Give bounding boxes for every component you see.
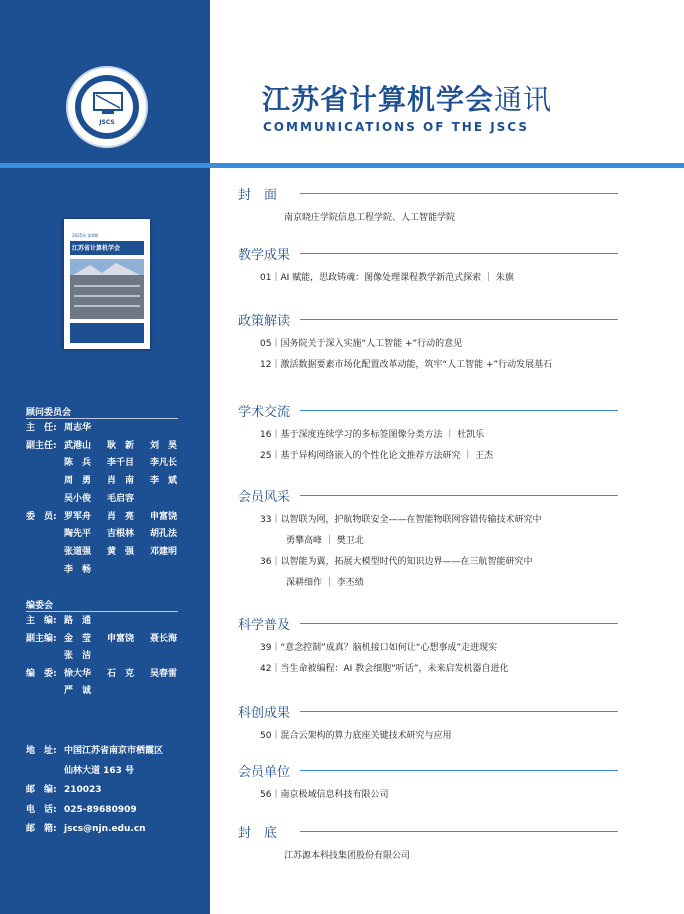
section-title: 封 面 (238, 188, 278, 203)
committee-rule (26, 418, 178, 419)
contact-value: jscs@njn.edu.cn (64, 824, 146, 834)
section-divider (300, 495, 618, 496)
toc-entry: 勇攀高峰 ｜ 樊卫北 (286, 536, 364, 546)
committee-role: 主 编: (26, 616, 57, 626)
toc-entry: 56｜南京极域信息科技有限公司 (260, 790, 389, 800)
toc-entry: 25｜基于异构网络嵌入的个性化论文推荐方法研究 ｜ 王杰 (260, 451, 494, 461)
committee-role: 编 委: (26, 668, 57, 679)
section-divider (300, 623, 618, 624)
committee-member: 申富饶 (107, 633, 135, 644)
cover-caption-bar (70, 323, 144, 343)
section-title: 科学普及 (238, 618, 291, 633)
committee-member: 金 莹 (64, 633, 92, 644)
section-title: 会员风采 (238, 490, 291, 505)
committee-rule (26, 611, 178, 612)
committee-member: 张道强 (64, 546, 92, 557)
committee-member: 吉根林 (107, 529, 135, 540)
section-title: 会员单位 (238, 765, 291, 780)
committee-heading: 顾问委员会 (26, 408, 72, 418)
toc-entry: 深耕细作 ｜ 李丕绩 (286, 578, 364, 588)
contact-label: 地 址: (26, 746, 57, 756)
committee-role: 副主任: (26, 440, 57, 451)
committee-member: 李千目 (107, 458, 135, 469)
committee-member: 耿 新 (107, 440, 135, 451)
committee-member: 刘 昊 (150, 440, 178, 451)
toc-entry: 01｜AI 赋能，思政铸魂：图像处理课程教学新范式探索 ｜ 朱旗 (260, 273, 514, 283)
toc-entry: 42｜当生命被编程：AI 教会细胞“听话”，未来启发机器自进化 (260, 664, 509, 674)
committee-member: 肖 南 (107, 476, 135, 487)
monitor-icon (90, 91, 126, 117)
cover-building-stripe (74, 295, 140, 297)
toc-entry: 12｜激活数据要素市场化配置改革动能，筑牢“人工智能 +”行动发展基石 (260, 360, 553, 370)
cover-building-image (70, 275, 144, 319)
committee-member: 吴小俊 (64, 493, 92, 504)
page-title (262, 78, 552, 118)
committee-member: 李 斌 (150, 476, 178, 487)
section-divider (300, 193, 618, 194)
section-title: 封 底 (238, 826, 278, 841)
committee-member: 毛启容 (107, 493, 135, 504)
toc-entry: 江苏源本科技集团股份有限公司 (284, 851, 411, 861)
cover-building-stripe (74, 305, 140, 307)
committee-member: 邓建明 (150, 546, 178, 557)
toc-entry: 36｜以智能为翼，拓展大模型时代的知识边界——在三航智能研究中 (260, 557, 533, 567)
committee-member: 张 洁 (64, 651, 92, 661)
section-divider (300, 711, 618, 712)
section-divider (300, 319, 618, 320)
header-accent-band (210, 163, 684, 168)
committee-member: 肖 亮 (107, 511, 135, 522)
contact-value: 210023 (64, 785, 102, 795)
section-divider (300, 253, 618, 254)
contact-label: 电 话: (26, 804, 57, 815)
section-divider (300, 410, 618, 411)
committee-role: 副主编: (26, 633, 57, 644)
sidebar-accent-band (0, 163, 210, 168)
section-title: 学术交流 (238, 405, 291, 420)
committee-role: 主 任: (26, 423, 57, 433)
section-divider (300, 770, 618, 771)
committee-role: 委 员: (26, 511, 57, 522)
contact-label: 邮 箱: (26, 824, 57, 834)
committee-member: 胡孔法 (150, 529, 178, 540)
committee-member: 路 通 (64, 616, 92, 626)
toc-entry: 50｜混合云架构的算力底座关键技术研究与应用 (260, 731, 452, 741)
contact-value: 仙林大道 163 号 (64, 765, 135, 776)
logo-label: JSCS (99, 119, 115, 126)
committee-heading: 编委会 (26, 601, 54, 611)
committee-member: 申富饶 (150, 511, 178, 522)
contact-value: 中国江苏省南京市栖霞区 (64, 746, 164, 756)
toc-entry: 33｜以智联为网，护航物联安全——在智能物联网容错传输技术研究中 (260, 515, 542, 525)
title-suffix: 通讯 (494, 83, 553, 116)
committee-member: 武港山 (64, 440, 92, 451)
contact-label: 邮 编: (26, 785, 57, 795)
committee-member: 石 克 (107, 668, 135, 679)
section-title: 科创成果 (238, 706, 291, 721)
contact-value: 025-89680909 (64, 804, 137, 815)
toc-entry: 05｜国务院关于深入实施“人工智能 +”行动的意见 (260, 339, 463, 349)
committee-member: 周 勇 (64, 476, 92, 487)
section-title: 政策解读 (238, 314, 291, 329)
committee-member: 罗军舟 (64, 511, 92, 522)
committee-member: 陈 兵 (64, 458, 92, 469)
section-title: 教学成果 (238, 248, 291, 263)
committee-member: 徐大华 (64, 668, 92, 679)
cover-title: 江苏省计算机学会 (72, 245, 121, 252)
committee-member: 陶先平 (64, 529, 92, 540)
section-divider (300, 831, 618, 832)
toc-entry: 16｜基于深度连续学习的多标签图像分类方法 ｜ 杜凯乐 (260, 430, 485, 440)
toc-entry: 南京晓庄学院信息工程学院、人工智能学院 (284, 213, 456, 223)
committee-member: 黄 强 (107, 546, 135, 557)
cover-thumbnail (64, 219, 150, 349)
committee-member: 严 诚 (64, 686, 92, 696)
title-main: 江苏省计算机学会 (262, 83, 495, 116)
committee-member: 吴春雷 (150, 668, 178, 679)
toc-entry: 39｜“意念控制”成真？脑机接口如何让“心想事成”走进现实 (260, 643, 498, 653)
page-subtitle: COMMUNICATIONS OF THE JSCS (263, 120, 529, 134)
committee-member: 聂长海 (150, 633, 178, 644)
committee-member: 李凡长 (150, 458, 178, 469)
jscs-logo (66, 66, 148, 148)
committee-member: 周志华 (64, 423, 92, 433)
committee-member: 李 畅 (64, 564, 92, 575)
cover-building-stripe (74, 285, 140, 287)
cover-issue-label: 2025年 第X期 (72, 233, 99, 238)
